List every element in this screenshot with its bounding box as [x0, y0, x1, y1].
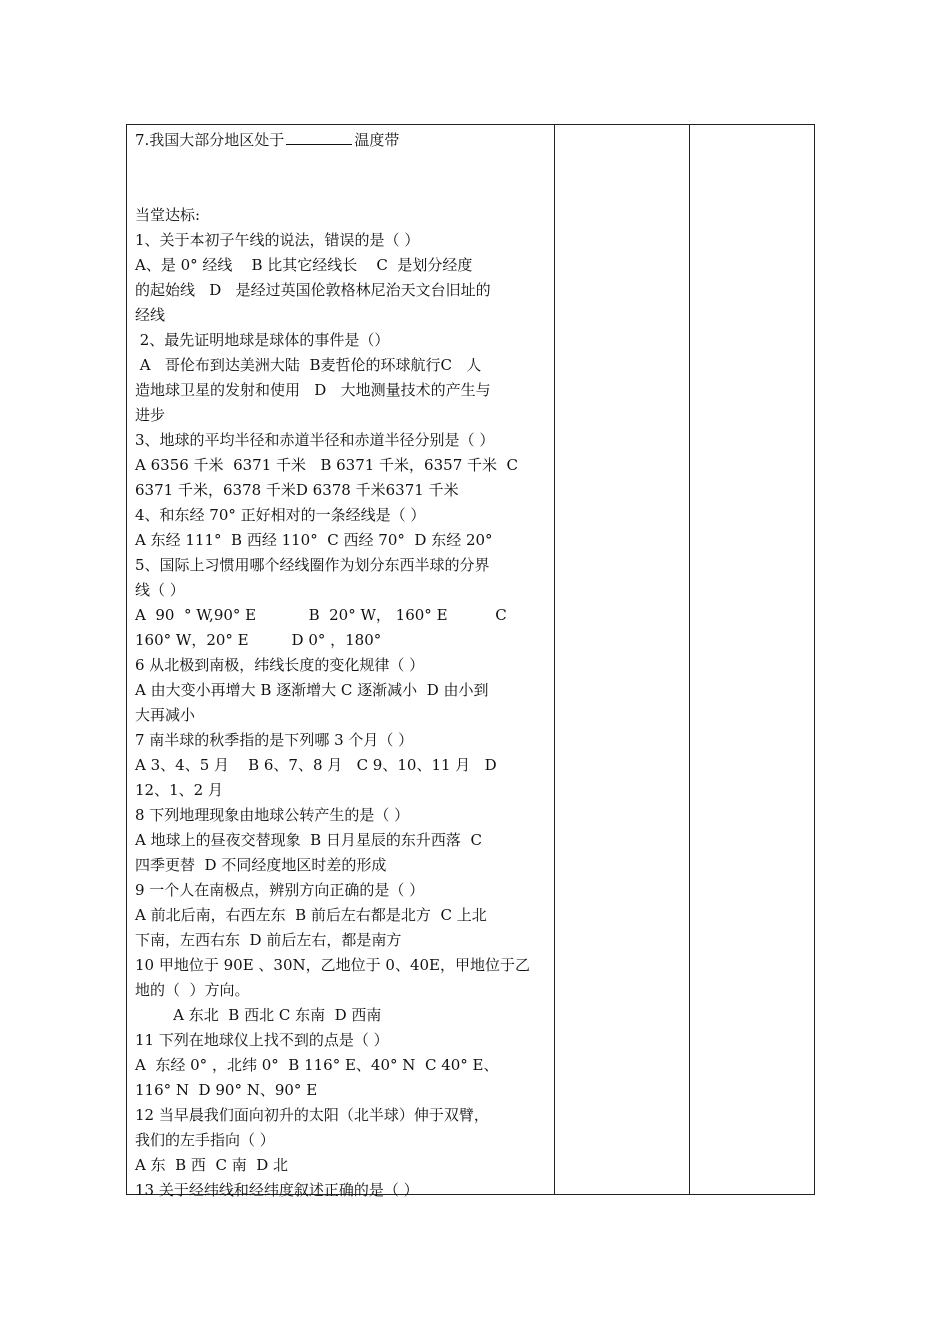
exercise-line: 造地球卫星的发射和使用 D 大地测量技术的产生与	[135, 381, 491, 399]
exercise-line: A 东经 0° ，北纬 0° B 116° E、40° N C 40° E、	[135, 1056, 499, 1074]
exercise-line: 7 南半球的秋季指的是下列哪 3 个月（ ）	[135, 731, 414, 749]
exercise-line: 1、关于本初子午线的说法，错误的是（ ）	[135, 231, 420, 249]
exercise-line: A 东 B 西 C 南 D 北	[135, 1156, 289, 1174]
exercise-line: 6 从北极到南极，纬线长度的变化规律（ ）	[135, 656, 425, 674]
exercise-line: 我们的左手指向（ ）	[135, 1131, 275, 1149]
exercise-line: 的起始线 D 是经过英国伦敦格林尼治天文台旧址的	[135, 281, 491, 299]
exercise-line: 大再减小	[135, 706, 196, 724]
exercise-line: 5、国际上习惯用哪个经线圈作为划分东西半球的分界	[135, 556, 490, 574]
exercise-line: 经线	[135, 306, 166, 324]
exercise-line: A、是 0° 经线 B 比其它经线长 C 是划分经度	[135, 256, 473, 274]
exercise-line: 下南，左西右东 D 前后左右，都是南方	[135, 931, 402, 949]
exercise-line: 2、最先证明地球是球体的事件是（）	[135, 331, 390, 349]
exercise-line: 116° N D 90° N、90° E	[135, 1081, 318, 1099]
exercise-line: A 前北后南，右西左东 B 前后左右都是北方 C 上北	[135, 906, 487, 924]
notes-cell	[555, 125, 689, 1194]
exercise-line: A 哥伦布到达美洲大陆 B麦哲伦的环球航行C 人	[135, 356, 482, 374]
exercise-line: 11 下列在地球仪上找不到的点是（ ）	[135, 1031, 389, 1049]
content-cell	[135, 128, 548, 1203]
exercise-lines	[135, 228, 548, 1203]
exercise-line: 12、1、2 月	[135, 781, 223, 799]
exercise-line: 6371 千米，6378 千米D 6378 千米6371 千米	[135, 481, 459, 499]
exercise-line: 160° W，20° E D 0° ，180°	[135, 631, 382, 649]
exercise-line: 13 关于经纬线和经纬度叙述正确的是（ ）	[135, 1181, 419, 1199]
exercise-line: 线（ ）	[135, 581, 185, 599]
exercise-line: A 地球上的昼夜交替现象 B 日月星辰的东升西落 C	[135, 831, 482, 849]
exercise-line: 12 当早晨我们面向初升的太阳（北半球）伸于双臂，	[135, 1106, 489, 1124]
exercise-line: A 东北 B 西北 C 东南 D 西南	[135, 1006, 382, 1024]
exercise-line: A 90 ° W,90° E B 20° W， 160° E C	[135, 606, 507, 624]
exercise-line: A 东经 111° B 西经 110° C 西经 70° D 东经 20°	[135, 531, 493, 549]
exercise-line: 9 一个人在南极点，辨别方向正确的是（ ）	[135, 881, 425, 899]
exercise-line: 3、地球的平均半径和赤道半径和赤道半径分别是（ ）	[135, 431, 495, 449]
worksheet-table	[126, 124, 815, 1199]
section-title: 当堂达标:	[135, 206, 201, 224]
answer-blank	[286, 129, 352, 145]
exercise-line: A 3、4、5 月 B 6、7、8 月 C 9、10、11 月 D	[135, 756, 497, 774]
exercise-line: 地的（ ）方向。	[135, 981, 250, 999]
exercise-line: 四季更替 D 不同经度地区时差的形成	[135, 856, 387, 874]
exercise-line: 进步	[135, 406, 166, 424]
exercise-line: A 6356 千米 6371 千米 B 6371 千米，6357 千米 C	[135, 456, 519, 474]
exercise-line: 10 甲地位于 90E 、30N，乙地位于 0、40E，甲地位于乙	[135, 956, 530, 974]
exercise-line: 8 下列地理现象由地球公转产生的是（ ）	[135, 806, 410, 824]
notes-cell	[690, 125, 814, 1194]
spacer	[135, 153, 548, 203]
intro-question: 7.我国大部分地区处于 温度带	[135, 131, 400, 149]
exercise-line: 4、和东经 70° 正好相对的一条经线是（ ）	[135, 506, 426, 524]
exercise-line: A 由大变小再增大 B 逐渐增大 C 逐渐减小 D 由小到	[135, 681, 489, 699]
